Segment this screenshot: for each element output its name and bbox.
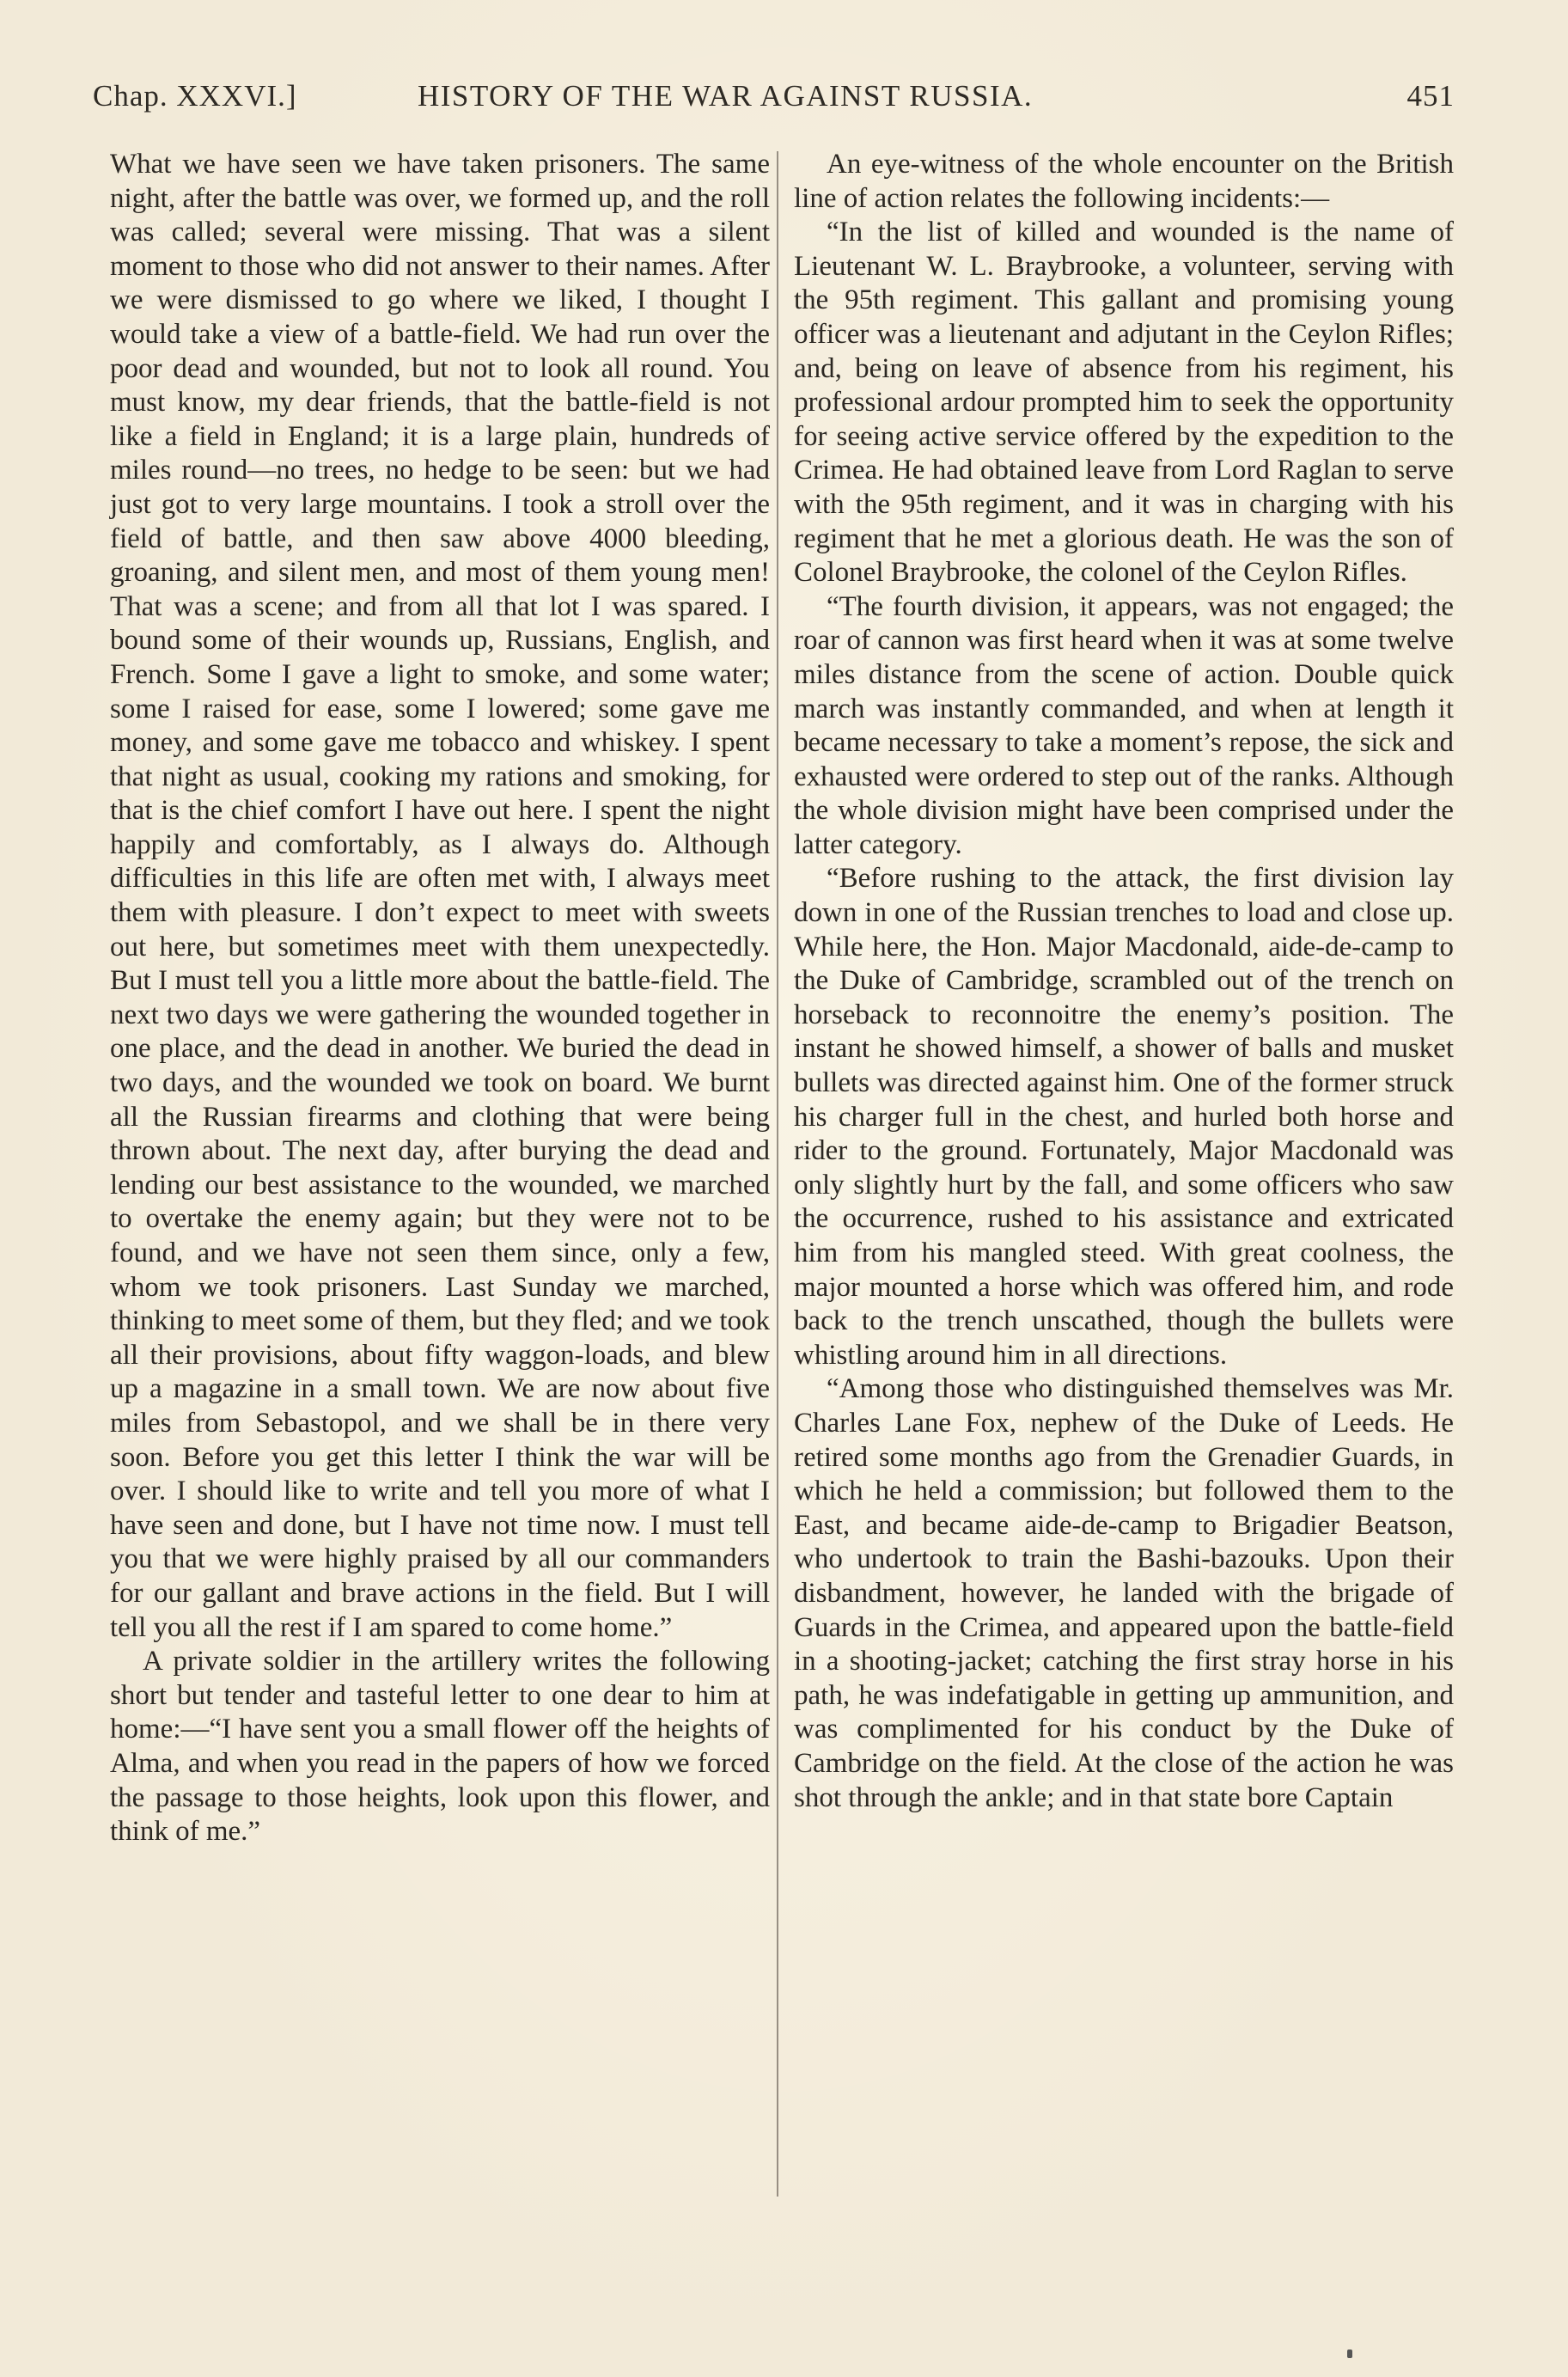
- paragraph: “The fourth division, it appears, was not engaged; the roar of cannon was first heard when it was at some twelve miles distance from the scene of action. Double quick march was instantly commanded, and when at length it became necessary to take a moment’s repose, the sick and exhausted were ordered to step out of the ranks. Although the whole division might have been comprised under the latter category.: [794, 590, 1454, 860]
- page-number: 451: [1406, 79, 1455, 113]
- book-title: HISTORY OF THE WAR AGAINST RUSSIA.: [418, 79, 1034, 113]
- chapter-label: Chap. XXXVI.]: [93, 79, 297, 113]
- running-header: [93, 79, 1455, 122]
- paragraph: “Before rushing to the attack, the first division lay down in one of the Russian trenches to load and close up. While here, the Hon. Major Macdonald, aide-de-camp to the Duke of Cambridge, scrambled out of the trench on horseback to reconnoitre the enemy’s position. The instant he showed himself, a shower of balls and musket bullets was directed against him. One of the former struck his charger full in the chest, and hurled both horse and rider to the ground. Fortunately, Major Macdonald was only slightly hurt by the fall, and some officers who saw the occurrence, rushed to his assistance and extricated him from his mangled steed. With great coolness, the major mounted a horse which was offered him, and rode back to the trench unscathed, though the bullets were whistling around him in all directions.: [794, 863, 1454, 1371]
- right-column: [794, 148, 1454, 1815]
- paragraph: A private soldier in the artillery writes the following short but tender and tasteful letter to one dear to him at home:—“I have sent you a small flower off the heights of Alma, and when you read in the papers of how we forced the passage to those heights, look upon this flower, and think of me.”: [110, 1646, 770, 1848]
- print-speck: [1347, 2350, 1352, 2358]
- paragraph: What we have seen we have taken prisoners. The same night, after the battle was over, we formed up, and the roll was called; several were missing. That was a silent moment to those who did not answer to their names. After we were dismissed to go where we liked, I thought I would take a view of a battle-field. We had run over the poor dead and wounded, but not to look all round. You must know, my dear friends, that the battle-field is not like a field in England; it is a large plain, hundreds of miles round—no trees, no hedge to be seen: but we had just got to very large mountains. I took a stroll over the field of battle, and then saw above 4000 bleeding, groaning, and silent men, and most of them young men! That was a scene; and from all that lot I was spared. I bound some of their wounds up, Russians, English, and French. Some I gave a light to smoke, and some water; some I raised for ease, some I lowered; some gave me money, and some gave me tobacco and whiskey. I spent that night as usual, cooking my rations and smoking, for that is the chief comfort I have out here. I spent the night happily and comfortably, as I always do. Although difficulties in this life are often met with, I always meet them with pleasure. I don’t expect to meet with sweets out here, but sometimes meet with them unexpectedly. But I must tell you a little more about the battle-field. The next two days we were gathering the wounded together in one place, and the dead in another. We buried the dead in two days, and the wounded we took on board. We burnt all the Russian firearms and clothing that were being thrown about. The next day, after burying the dead and lending our best assistance to the wounded, we marched to overtake the enemy again; but they were not to be found, and we have not seen them since, only a few, whom we took prisoners. Last Sunday we marched, thinking to meet some of them, but they fled; and we took all their provisions, about fifty waggon-loads, and blew up a magazine in a small town. We are now about five miles from Sebastopol, and we shall be in there very soon. Before you get this letter I think the war will be over. I should like to write and tell you more of what I have seen and done, but I have not time now. I must tell you that we were highly praised by all our commanders for our gallant and brave actions in the field. But I will tell you all the rest if I am spared to come home.”: [110, 149, 770, 1643]
- paragraph: “Among those who distinguished themselves was Mr. Charles Lane Fox, nephew of the Duke of Leeds. He retired some months ago from the Grenadier Guards, in which he held a commission; but followed them to the East, and became aide-de-camp to Brigadier Beatson, who undertook to train the Bashi-bazouks. Upon their disbandment, however, he landed with the brigade of Guards in the Crimea, and appeared upon the battle-field in a shooting-jacket; catching the first stray horse in his path, he was indefatigable in getting up ammunition, and was complimented for his conduct by the Duke of Cambridge on the field. At the close of the action he was shot through the ankle; and in that state bore Captain: [794, 1373, 1454, 1813]
- column-divider: [777, 151, 778, 2197]
- left-column: [110, 148, 770, 1849]
- paragraph: “In the list of killed and wounded is the name of Lieutenant W. L. Braybrooke, a volunteer, serving with the 95th regiment. This gallant and promising young officer was a lieutenant and adjutant in the Ceylon Rifles; and, being on leave of absence from his regiment, his professional ardour prompted him to seek the opportunity for seeing active service offered by the expedition to the Crimea. He had obtained leave from Lord Raglan to serve with the 95th regiment, and it was in charging with his regiment that he met a glorious death. He was the son of Colonel Braybrooke, the colonel of the Ceylon Rifles.: [794, 217, 1454, 589]
- paragraph: An eye-witness of the whole encounter on the British line of action relates the following incidents:—: [794, 149, 1454, 214]
